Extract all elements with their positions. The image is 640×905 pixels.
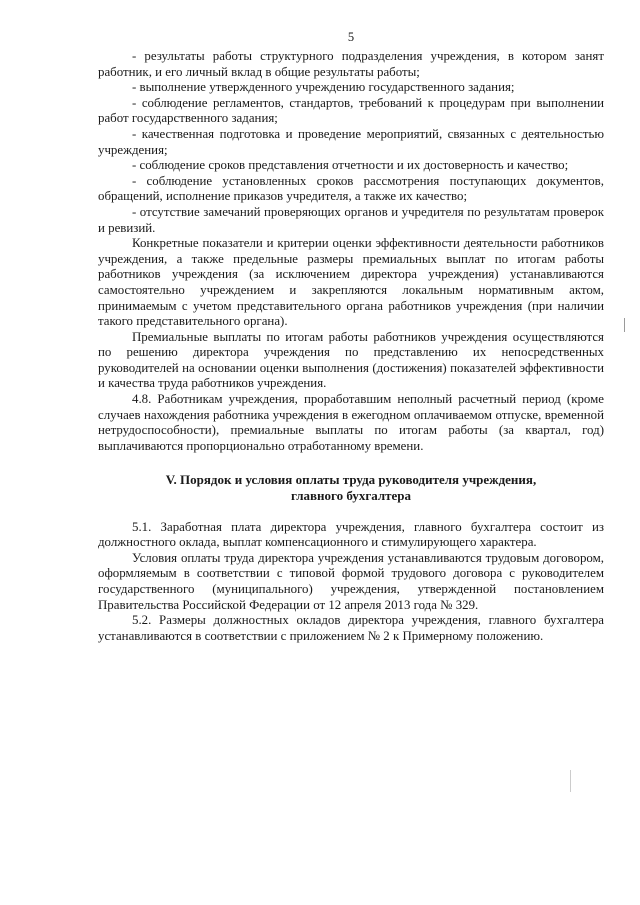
paragraph-criteria: Конкретные показатели и критерии оценки эффективности деятельности работников учреждения, а также предельные размеры премиальных выплат по итогам работы работников учреждения (за исключением директора учреждения) устанавливаются самостоятельно учреждением и закрепляются локальным нормативным актом, принимаемым с учетом представительного органа работников учреждения (при наличии такого представительного органа).	[98, 236, 604, 329]
paragraph-5-1: 5.1. Заработная плата директора учреждения, главного бухгалтера состоит из должностного оклада, выплат компенсационного и стимулирующего характера.	[98, 519, 604, 550]
scan-mark	[624, 318, 625, 332]
list-item: - результаты работы структурного подразделения учреждения, в котором занят работник, и его личный вклад в общие результаты работы;	[98, 49, 604, 79]
paragraph-director-conditions: Условия оплаты труда директора учреждения устанавливаются трудовым договором, оформляемым в соответствии с типовой формой трудового договора с руководителем государственного (муниципального) учреждения, утвержденной постановлением Правительства Российской Федерации от 12 апреля 2013 года № 329.	[98, 550, 604, 612]
section-heading-line-1: V. Порядок и условия оплаты труда руководителя учреждения,	[165, 472, 537, 488]
criteria-list	[98, 49, 604, 236]
list-item: - качественная подготовка и проведение мероприятий, связанных с деятельностью учреждения;	[98, 126, 604, 157]
paragraph-4-8: 4.8. Работникам учреждения, проработавшим неполный расчетный период (кроме случаев нахождения работника учреждения в ежегодном оплачиваемом отпуске, временной нетрудоспособности), премиальные выплаты по итогам работы (за квартал, год) выплачиваются пропорционально отработанному времени.	[98, 392, 604, 453]
section-heading	[98, 472, 604, 503]
section-heading-line-2: главного бухгалтера	[290, 488, 412, 504]
paragraph-bonus-payments: Премиальные выплаты по итогам работы работников учреждения осуществляются по решению директора учреждения по представлению их непосредственных руководителей на основании оценки выполнения (достижения) показателей эффективности и качества труда работников учреждения.	[98, 329, 604, 391]
list-item: - соблюдение установленных сроков рассмотрения поступающих документов, обращений, исполнение приказов учредителя, а также их качество;	[98, 173, 604, 204]
list-item: - соблюдение регламентов, стандартов, требований к процедурам при выполнении работ государственного задания;	[98, 95, 604, 126]
scan-mark	[570, 770, 571, 792]
page-number: 5	[347, 30, 355, 44]
list-item: - выполнение утвержденного учреждению государственного задания;	[132, 80, 515, 95]
paragraph-5-2: 5.2. Размеры должностных окладов директора учреждения, главного бухгалтера устанавливаются в соответствии с приложением № 2 к Примерному положению.	[98, 613, 604, 643]
list-item: - соблюдение сроков представления отчетности и их достоверность и качество;	[132, 158, 569, 173]
list-item: - отсутствие замечаний проверяющих органов и учредителя по результатам проверок и ревизий.	[98, 204, 604, 235]
